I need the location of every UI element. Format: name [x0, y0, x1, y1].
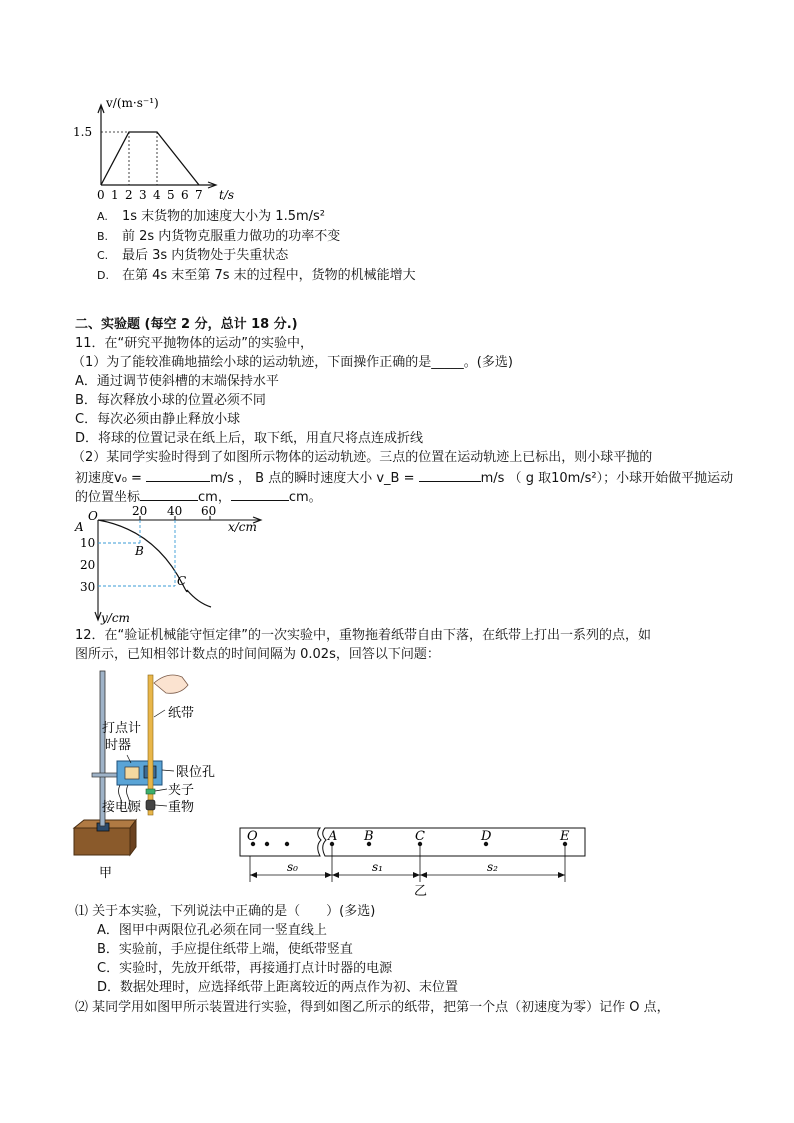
- q12-option: D．数据处理时，应选择纸带上距离较近的两点作为初、末位置: [97, 980, 459, 995]
- tape-point-c: C: [415, 829, 425, 844]
- vt-xlabel: t/s: [219, 188, 235, 202]
- option-text: 在第 4s 末至第 7s 末的过程中，货物的机械能增大: [122, 268, 416, 283]
- text-position: 的位置坐标: [75, 490, 141, 505]
- vt-x-tick: 7: [195, 188, 203, 202]
- vt-ylabel: v/(m·s⁻¹): [106, 96, 159, 110]
- answer-blank-vb[interactable]: [419, 469, 481, 482]
- text-g: m/s （ g 取10m/s²）；小球开始做平抛运动: [480, 471, 734, 486]
- apparatus-figure: [70, 665, 220, 885]
- vt-x-tick: 2: [125, 188, 133, 202]
- q12-option: A．图甲中两限位孔必须在同一竖直线上: [97, 923, 327, 938]
- label-weight: 重物: [168, 800, 195, 815]
- answer-blank-x[interactable]: [140, 488, 198, 501]
- tape-label-s1: s₁: [372, 860, 383, 874]
- tape-fig-b: 乙: [414, 884, 428, 899]
- vt-x-tick: 3: [139, 188, 147, 202]
- traj-point-b: B: [135, 544, 144, 558]
- option-text: 最后 3s 内货物处于失重状态: [122, 248, 289, 263]
- q12-stem-line1: 12．在“验证机械能守恒定律”的一次实验中，重物拖着纸带自由下落，在纸带上打出一系列的点，如: [75, 628, 652, 643]
- text-v0: 初速度v₀ =: [75, 471, 147, 486]
- trajectory-curve: [98, 520, 211, 607]
- tape-point-e: E: [560, 829, 570, 844]
- label-timer-2: 时器: [105, 738, 132, 753]
- traj-xlabel: x/cm: [228, 520, 257, 534]
- q11-part2-line1: （2）某同学实验时得到了如图所示物体的运动轨迹。三点的位置在运动轨迹上已标出，则小球平抛的: [72, 450, 653, 465]
- tape-point-a: A: [328, 829, 338, 844]
- label-limit-hole: 限位孔: [176, 765, 216, 780]
- vt-x-tick: 0: [97, 188, 105, 202]
- traj-origin: O: [88, 509, 98, 523]
- q11-option: A．通过调节使斜槽的末端保持水平: [75, 374, 279, 389]
- stand-base: [74, 828, 130, 855]
- q11-part1: （1）为了能较准确地描绘小球的运动轨迹，下面操作正确的是_____。(多选): [72, 355, 513, 370]
- section-title: 二、实验题 (每空 2 分，总计 18 分.): [75, 317, 298, 332]
- option-letter: C.: [97, 249, 109, 262]
- vt-x-tick: 5: [167, 188, 175, 202]
- q11-option: B．每次释放小球的位置必须不同: [75, 393, 266, 408]
- label-clip: 夹子: [168, 783, 195, 798]
- traj-point-a: A: [75, 520, 84, 534]
- trajectory-graph: [70, 505, 270, 630]
- tape-dot: [265, 842, 269, 846]
- traj-x-tick: 40: [167, 505, 183, 518]
- text-cm2: cm。: [288, 490, 322, 505]
- traj-y-tick: 20: [80, 558, 96, 572]
- label-fig-a: 甲: [99, 866, 113, 881]
- tape-figure: [235, 820, 590, 900]
- traj-ylabel: y/cm: [101, 611, 130, 625]
- vt-graph: [70, 95, 250, 210]
- label-timer-1: 打点计: [102, 721, 142, 736]
- option-letter: A.: [97, 210, 108, 223]
- vt-y-tick: 1.5: [73, 125, 93, 139]
- label-power: 接电源: [102, 800, 142, 815]
- label-tape: 纸带: [168, 706, 195, 721]
- answer-blank-y[interactable]: [231, 488, 289, 501]
- vt-curve: [101, 132, 199, 185]
- q11-option: D．将球的位置记录在纸上后，取下纸，用直尺将点连成折线: [75, 431, 424, 446]
- option-text: 前 2s 内货物克服重力做功的功率不变: [122, 229, 341, 244]
- weight: [146, 800, 155, 810]
- tape-point-b: B: [364, 829, 374, 844]
- q12-option: B．实验前，手应提住纸带上端，使纸带竖直: [97, 942, 353, 957]
- vt-x-tick: 4: [153, 188, 161, 202]
- option-letter: D.: [97, 269, 109, 282]
- text-cm1: cm，: [198, 490, 231, 505]
- traj-y-tick: 30: [80, 580, 96, 594]
- q12-part2: ⑵ 某同学用如图甲所示装置进行实验，得到如图乙所示的纸带，把第一个点（初速度为零）记作 O 点，: [75, 1000, 670, 1015]
- tape-dot: [285, 842, 289, 846]
- vt-x-tick: 1: [111, 188, 119, 202]
- q11-part2-line2: [75, 469, 733, 488]
- traj-x-tick: 60: [201, 505, 217, 518]
- traj-point-c: C: [177, 574, 187, 588]
- answer-blank-v0[interactable]: [146, 469, 210, 482]
- traj-y-tick: 10: [80, 536, 96, 550]
- tape-label-s0: s₀: [287, 860, 298, 874]
- tape-label-s2: s₂: [487, 860, 498, 874]
- tape-point-d: D: [481, 829, 492, 844]
- text-vb: m/s ， B 点的瞬时速度大小 v_B =: [210, 471, 419, 486]
- traj-x-tick: 20: [132, 505, 148, 518]
- q12-part1: ⑴ 关于本实验，下列说法中正确的是（ ）(多选): [75, 904, 376, 919]
- q11-option: C．每次必须由静止释放小球: [75, 412, 241, 427]
- vt-x-tick: 6: [181, 188, 189, 202]
- q11-stem: 11．在“研究平抛物体的运动”的实验中，: [75, 336, 314, 351]
- tape-right-part: [323, 828, 585, 856]
- option-letter: B.: [97, 230, 109, 243]
- tape-point-o: O: [247, 829, 258, 844]
- q12-option: C．实验时，先放开纸带，再接通打点计时器的电源: [97, 961, 393, 976]
- option-text: 1s 末货物的加速度大小为 1.5m/s²: [122, 209, 326, 224]
- q12-stem-line2: 图所示，已知相邻计数点的时间间隔为 0.02s，回答以下问题：: [75, 647, 440, 662]
- hand: [154, 675, 188, 693]
